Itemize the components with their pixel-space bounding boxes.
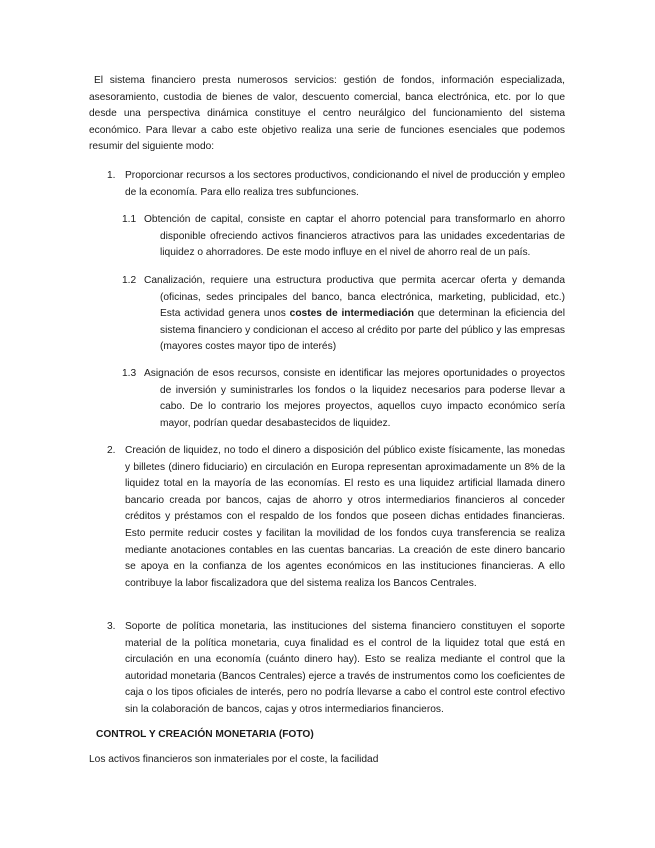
sublist-item-1-1 <box>89 212 565 262</box>
sublist-item-text <box>144 273 565 356</box>
sublist-text-part: que determinan la eficiencia del sistema financiero y condicionan el acceso al crédito por parte del público y las empresas (mayores costes mayor tipo de interés) <box>160 308 565 353</box>
sublist-item-text: Asignación de esos recursos, consiste en identificar las mejores oportunidades o proyectos de inversión y suministrarles los fondos o la liquidez necesarios para poderse llevar a cabo. De lo contrario los mejores proyectos, aquellos cuyo impacto económico sería mayor, podrían quedar desabastecidos de liquidez. <box>144 368 565 429</box>
list-item-3 <box>89 619 565 719</box>
sublist-bold-term: costes de intermediación <box>289 308 414 320</box>
sublist-text-part: Canalización, requiere una estructura productiva que permita acercar oferta y demanda (oficinas, sedes principales del banco, banca electrónica, marketing, publicidad, etc.) Esta actividad genera unos <box>144 275 565 320</box>
sublist-item-number: 1.3 <box>122 368 137 379</box>
sublist-item-1-2 <box>89 273 565 356</box>
sublist-item-number: 1.2 <box>122 275 137 286</box>
list-item-text: Creación de liquidez, no todo el dinero a disposición del público existe físicamente, las monedas y billetes (dinero fiduciario) en circulación en Europa representan aproximadamente un 8% de la liquidez total en la mayoría de las economías. El resto es una liquidez artificial llamada dinero bancario creada por bancos, cajas de ahorro y otros intermediarios financieros al conceder créditos y préstamos con el respaldo de los fondos que poseen dichas entidades financieras. Esto permite reducir costes y facilitan la movilidad de los fondos cuya transferencia se realiza mediante anotaciones contables en las cuentas bancarias. La creación de este dinero bancario se apoya en la confianza de los agentes económicos en las instituciones financieras. A ello contribuye la labor fiscalizadora que del sistema realiza los Bancos Centrales. <box>125 445 565 589</box>
list-item-text: Soporte de política monetaria, las instituciones del sistema financiero constituyen el soporte material de la política monetaria, cuya finalidad es el control de la liquidez total que está en circulación en una economía (cuánto dinero hay). Esto se realiza mediante el control que la autoridad monetaria (Bancos Centrales) ejerce a través de instrumentos como los coeficientes de caja o los tipos oficiales de interés, pero no podría llevarse a cabo el control este control efectivo sin la colaboración de bancos, cajas y otros intermediarios financieros. <box>125 621 565 715</box>
sublist-item-text: Obtención de capital, consiste en captar el ahorro potencial para transformarlo en ahorro disponible ofreciendo activos financieros atractivos para las unidades excedentarias de liquidez o ahorradores. De este modo influye en el nivel de ahorro real de un país. <box>144 214 565 259</box>
closing-paragraph: Los activos financieros son inmateriales por el coste, la facilidad <box>89 754 379 765</box>
list-item-number: 1. <box>107 170 116 181</box>
list-item-2 <box>89 443 565 592</box>
list-item-text: Proporcionar recursos a los sectores productivos, condicionando el nivel de producción y empleo de la economía. Para ello realiza tres subfunciones. <box>125 170 565 198</box>
list-item-number: 2. <box>107 445 116 456</box>
list-item-1 <box>89 168 565 201</box>
section-heading: CONTROL Y CREACIÓN MONETARIA (FOTO) <box>96 729 314 740</box>
intro-paragraph: El sistema financiero presta numerosos servicios: gestión de fondos, información especializada, asesoramiento, custodia de bienes de valor, descuento comercial, banca electrónica, etc. por lo que desde una perspectiva dinámica constituye el centro neurálgico del funcionamiento del sistema económico. Para llevar a cabo este objetivo realiza una serie de funciones esenciales que podemos resumir del siguiente modo: <box>89 75 565 153</box>
sublist-item-1-3 <box>89 366 565 432</box>
sublist-item-number: 1.1 <box>122 214 137 225</box>
list-item-number: 3. <box>107 621 116 632</box>
